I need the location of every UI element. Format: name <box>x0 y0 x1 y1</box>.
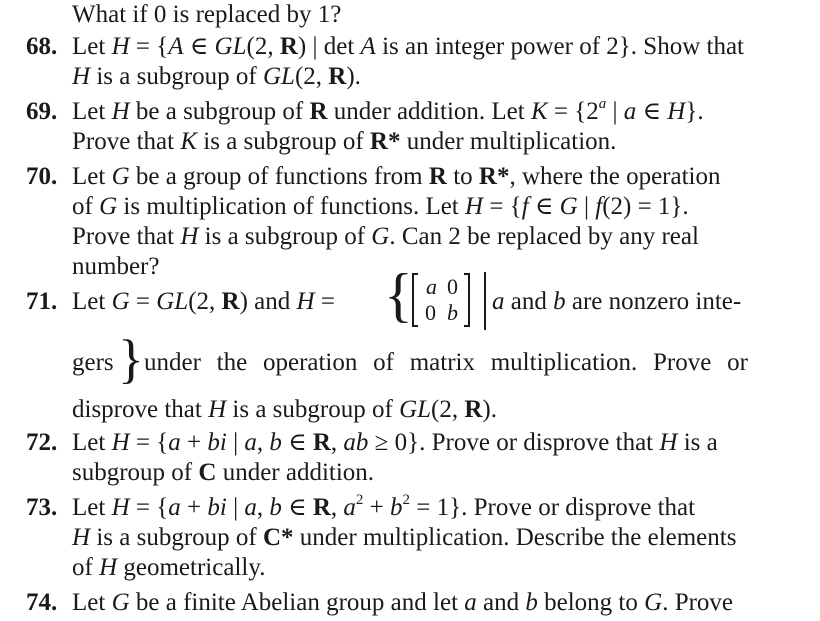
problem-69-number: 69. <box>26 98 58 125</box>
matrix-left-bracket <box>412 273 418 327</box>
problem-73-number: 73. <box>26 494 58 521</box>
set-open-brace: { <box>384 262 413 328</box>
matrix-right-bracket <box>464 273 470 327</box>
problem-69-line-1: Let H be a subgroup of R under addition. Let $K = \{2^a$ | a ∈ H}. <box>72 95 704 125</box>
problem-71-number: 71. <box>26 288 58 315</box>
problem-71-line-3: disprove that H is a subgroup of GL(2, R). <box>72 396 497 423</box>
problem-70-number: 70. <box>26 163 58 190</box>
problem-69-line-2: Prove that K is a subgroup of R* under multiplication. <box>72 128 617 155</box>
problem-68-number: 68. <box>26 33 58 60</box>
problem-70-line-1: Let G be a group of functions from R to R*, where the operation <box>72 163 721 190</box>
problem-71-condition: a and b are nonzero inte- <box>492 288 742 315</box>
problem-74-number: 74. <box>26 589 58 616</box>
problem-70-line-2: of G is multiplication of functions. Let H = {f ∈ G | f(2) = 1}. <box>72 193 689 220</box>
problem-71-line-2b: under the operation of matrix multiplication. Prove or <box>144 349 748 376</box>
problem-72-line-2: subgroup of C under addition. <box>72 459 375 486</box>
previous-question-end: What if 0 is replaced by 1? <box>72 1 342 28</box>
problem-71-line-1: Let G = GL(2, R) and H = <box>72 288 335 315</box>
problem-73-line-2: H is a subgroup of C* under multiplication. Describe the elements <box>72 524 737 551</box>
set-builder-bar <box>484 272 486 330</box>
problem-72-number: 72. <box>26 429 58 456</box>
problem-73-line-3: of H geometrically. <box>72 554 266 581</box>
problem-71-line-2: gers <box>72 349 114 376</box>
problem-72-line-1: Let H = {a + bi | a, b ∈ R, ab ≥ 0}. Prove or disprove that H is a <box>72 429 718 456</box>
diagonal-matrix: a 0 0 b <box>412 273 470 327</box>
problem-73-line-1: Let H = {a + bi | a, b ∈ R, $a^2 + b^2 = 1$}. Prove or disprove that <box>72 491 696 521</box>
problem-70-line-3: Prove that H is a subgroup of G. Can 2 be replaced by any real <box>72 223 699 250</box>
problem-68-line-2: H is a subgroup of GL(2, R). <box>72 63 361 90</box>
set-close-brace: } <box>118 329 144 389</box>
problem-68-line-1: Let H = {A ∈ GL(2, R) | det A is an integer power of 2}. Show that <box>72 33 744 60</box>
problem-74-line-1: Let G be a finite Abelian group and let a and b belong to G. Prove <box>72 589 734 616</box>
problem-70-line-4: number? <box>72 253 160 280</box>
